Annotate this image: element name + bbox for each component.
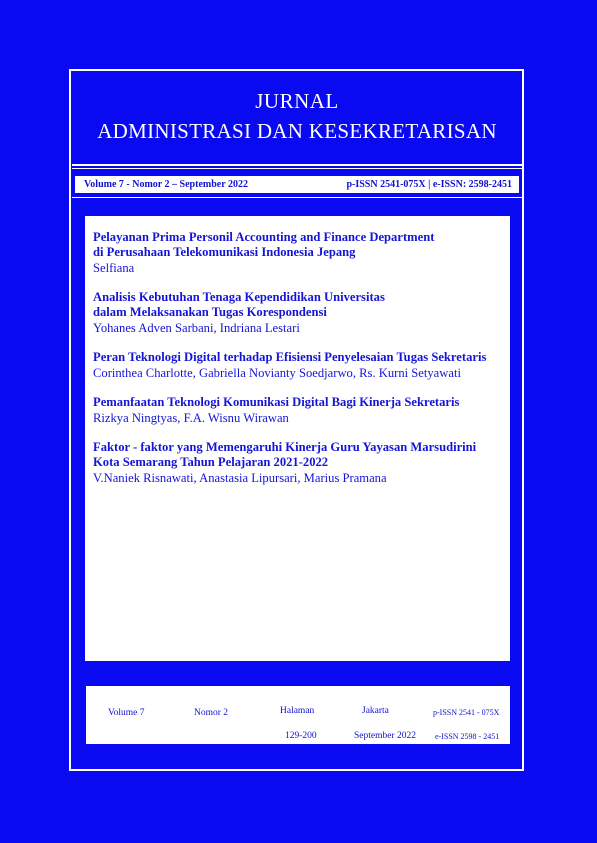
title-divider-top	[72, 164, 522, 166]
article-entry[interactable]	[93, 395, 510, 426]
article-authors: Selfiana	[93, 261, 135, 275]
issue-volume-date: Volume 7 - Nomor 2 – September 2022	[84, 179, 248, 190]
issue-info-bar	[75, 176, 519, 193]
article-authors: Corinthea Charlotte, Gabriella Novianty Soedjarwo, Rs. Kurni Setyawati	[93, 366, 461, 380]
article-entry[interactable]	[93, 290, 510, 336]
article-authors: Yohanes Adven Sarbani, Indriana Lestari	[93, 321, 300, 335]
journal-title	[72, 86, 522, 146]
article-title: Faktor - faktor yang Memengaruhi Kinerja Guru Yayasan Marsudirini	[93, 440, 477, 454]
article-title: di Perusahaan Telekomunikasi Indonesia Jepang	[93, 245, 356, 259]
title-divider-thin	[72, 168, 522, 169]
article-title: Kota Semarang Tahun Pelajaran 2021-2022	[93, 455, 329, 469]
article-title: Pelayanan Prima Personil Accounting and Finance Department	[93, 230, 435, 244]
article-title: Peran Teknologi Digital terhadap Efisiensi Penyelesaian Tugas Sekretaris	[93, 350, 487, 364]
footer-city: Jakarta	[362, 706, 389, 716]
issue-divider	[72, 197, 522, 198]
issue-footer	[86, 686, 510, 744]
article-authors: Rizkya Ningtyas, F.A. Wisnu Wirawan	[93, 411, 289, 425]
article-title: dalam Melaksanakan Tugas Korespondensi	[93, 305, 327, 319]
footer-halaman-value: 129-200	[285, 731, 317, 741]
issue-issn: p-ISSN 2541-075X | e-ISSN: 2598-2451	[346, 179, 512, 190]
article-title: Pemanfaatan Teknologi Komunikasi Digital Bagi Kinerja Sekretaris	[93, 395, 460, 409]
table-of-contents	[85, 216, 510, 661]
footer-date: September 2022	[354, 731, 417, 741]
journal-title-line2: ADMINISTRASI DAN KESEKRETARISAN	[97, 119, 497, 143]
article-title: Analisis Kebutuhan Tenaga Kependidikan Universitas	[93, 290, 385, 304]
journal-title-line1: JURNAL	[255, 89, 339, 113]
footer-halaman-label: Halaman	[280, 706, 315, 716]
footer-nomor: Nomor 2	[194, 708, 229, 718]
article-entry[interactable]	[93, 350, 510, 381]
footer-e-issn: e-ISSN 2598 - 2451	[435, 732, 500, 741]
footer-volume: Volume 7	[108, 708, 145, 718]
footer-p-issn: p-ISSN 2541 - 075X	[433, 708, 500, 717]
article-authors: V.Naniek Risnawati, Anastasia Lipursari, Marius Pramana	[93, 471, 387, 485]
article-entry[interactable]	[93, 230, 510, 276]
article-entry[interactable]	[93, 440, 510, 486]
